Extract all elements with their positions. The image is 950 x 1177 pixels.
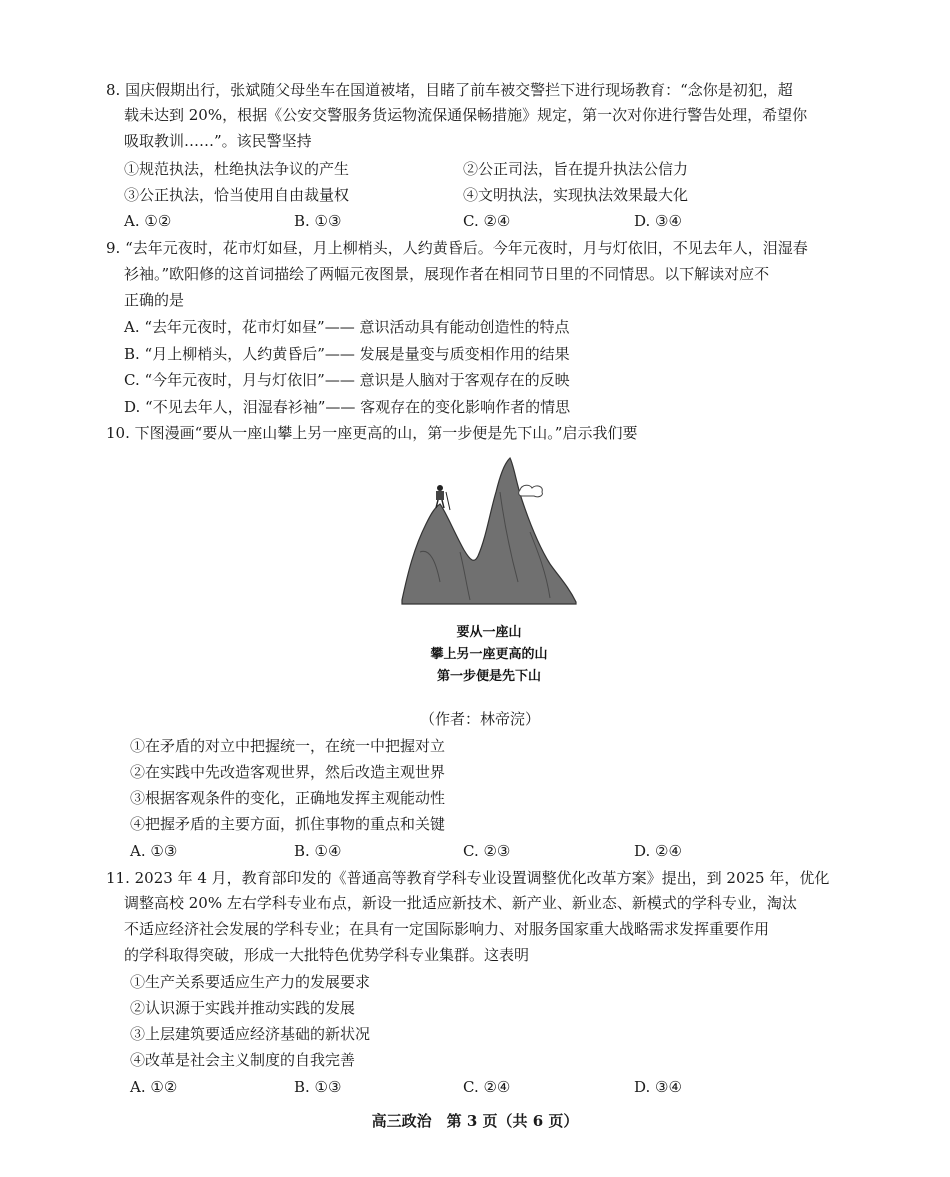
q11-item-3: ③上层建筑要适应经济基础的新状况: [130, 1025, 371, 1043]
q11-item-4: ④改革是社会主义制度的自我完善: [130, 1051, 356, 1069]
cartoon-text-line-1: 要从一座山: [456, 625, 522, 640]
q10-choice-c: C. ②③: [463, 842, 511, 860]
q11-stem-line-3: 不适应经济社会发展的学科专业；在具有一定国际影响力、对服务国家重大战略需求发挥重要作用: [124, 920, 770, 938]
q10-choice-d: D. ②④: [634, 842, 682, 860]
q10-stem-line-1: 10. 下图漫画“要从一座山攀上另一座更高的山，第一步便是先下山。”启示我们要: [106, 424, 638, 442]
q10-item-4: ④把握矛盾的主要方面，抓住事物的重点和关键: [130, 815, 446, 833]
cloud-shape: [519, 485, 543, 497]
q11-stem-line-4: 的学科取得突破，形成一大批特色优势学科专业集群。这表明: [124, 946, 530, 964]
q8-choice-b: B. ①③: [294, 212, 342, 230]
q8-choice-a: A. ①②: [124, 212, 172, 230]
q8-choice-d: D. ③④: [634, 212, 682, 230]
q8-stem-line-3: 吸取教训……”。该民警坚持: [124, 132, 312, 150]
q9-choice-d: D. “不见去年人，泪湿春衫袖”—— 客观存在的变化影响作者的情思: [124, 398, 571, 416]
q10-item-3: ③根据客观条件的变化，正确地发挥主观能动性: [130, 789, 446, 807]
q9-stem-line-1: 9. “去年元夜时，花市灯如昼，月上柳梢头，人约黄昏后。今年元夜时，月与灯依旧，不见去年人，泪湿春: [106, 239, 808, 257]
q11-item-2: ②认识源于实践并推动实践的发展: [130, 999, 356, 1017]
q9-choice-b: B. “月上柳梢头，人约黄昏后”—— 发展是量变与质变相作用的结果: [124, 345, 570, 363]
cartoon-illustration: [400, 452, 578, 698]
q10-item-2: ②在实践中先改造客观世界，然后改造主观世界: [130, 763, 446, 781]
page-footer: 高三政治 第 3 页（共 6 页）: [371, 1112, 579, 1130]
mountains-shape: [402, 458, 576, 604]
q11-choice-d: D. ③④: [634, 1078, 682, 1096]
cartoon-text-line-2: 攀上另一座更高的山: [430, 647, 548, 662]
q10-item-1: ①在矛盾的对立中把握统一，在统一中把握对立: [130, 737, 446, 755]
q9-choice-c: C. “今年元夜时，月与灯依旧”—— 意识是人脑对于客观存在的反映: [124, 371, 570, 389]
q9-stem-line-2: 衫袖。”欧阳修的这首词描绘了两幅元夜图景，展现作者在相同节日里的不同情思。以下解读对应不: [124, 265, 770, 283]
q8-stem-line-1: 8. 国庆假期出行，张斌随父母坐车在国道被堵，目睹了前车被交警拦下进行现场教育：“念你是初犯，超: [106, 81, 793, 99]
q8-item-1: ①规范执法，杜绝执法争议的产生: [124, 160, 350, 178]
q11-choice-b: B. ①③: [294, 1078, 342, 1096]
q11-choice-c: C. ②④: [463, 1078, 511, 1096]
q11-stem-line-1: 11. 2023 年 4 月，教育部印发的《普通高等教育学科专业设置调整优化改革方案》提出，到 2025 年，优化: [106, 869, 830, 887]
q11-item-1: ①生产关系要适应生产力的发展要求: [130, 973, 371, 991]
q10-caption: （作者：林帝浣）: [420, 710, 541, 728]
cartoon-text-line-3: 第一步便是先下山: [436, 669, 542, 684]
q8-item-4: ④文明执法，实现执法效果最大化: [463, 186, 689, 204]
q10-choice-b: B. ①④: [294, 842, 342, 860]
q11-stem-line-2: 调整高校 20% 左右学科专业布点，新设一批适应新技术、新产业、新业态、新模式的学科专业，淘汰: [124, 894, 797, 912]
q10-choice-a: A. ①③: [130, 842, 178, 860]
q9-choice-a: A. “去年元夜时，花市灯如昼”—— 意识活动具有能动创造性的特点: [124, 318, 570, 336]
q8-choice-c: C. ②④: [463, 212, 511, 230]
q8-item-3: ③公正执法，恰当使用自由裁量权: [124, 186, 350, 204]
q11-choice-a: A. ①②: [130, 1078, 178, 1096]
q9-stem-line-3: 正确的是: [124, 291, 185, 309]
q8-item-2: ②公正司法，旨在提升执法公信力: [463, 160, 689, 178]
q8-stem-line-2: 载未达到 20%，根据《公安交警服务货运物流保通保畅措施》规定，第一次对你进行警告处理，希望你: [124, 106, 808, 124]
mountains-hiker-drawing: [400, 452, 578, 698]
